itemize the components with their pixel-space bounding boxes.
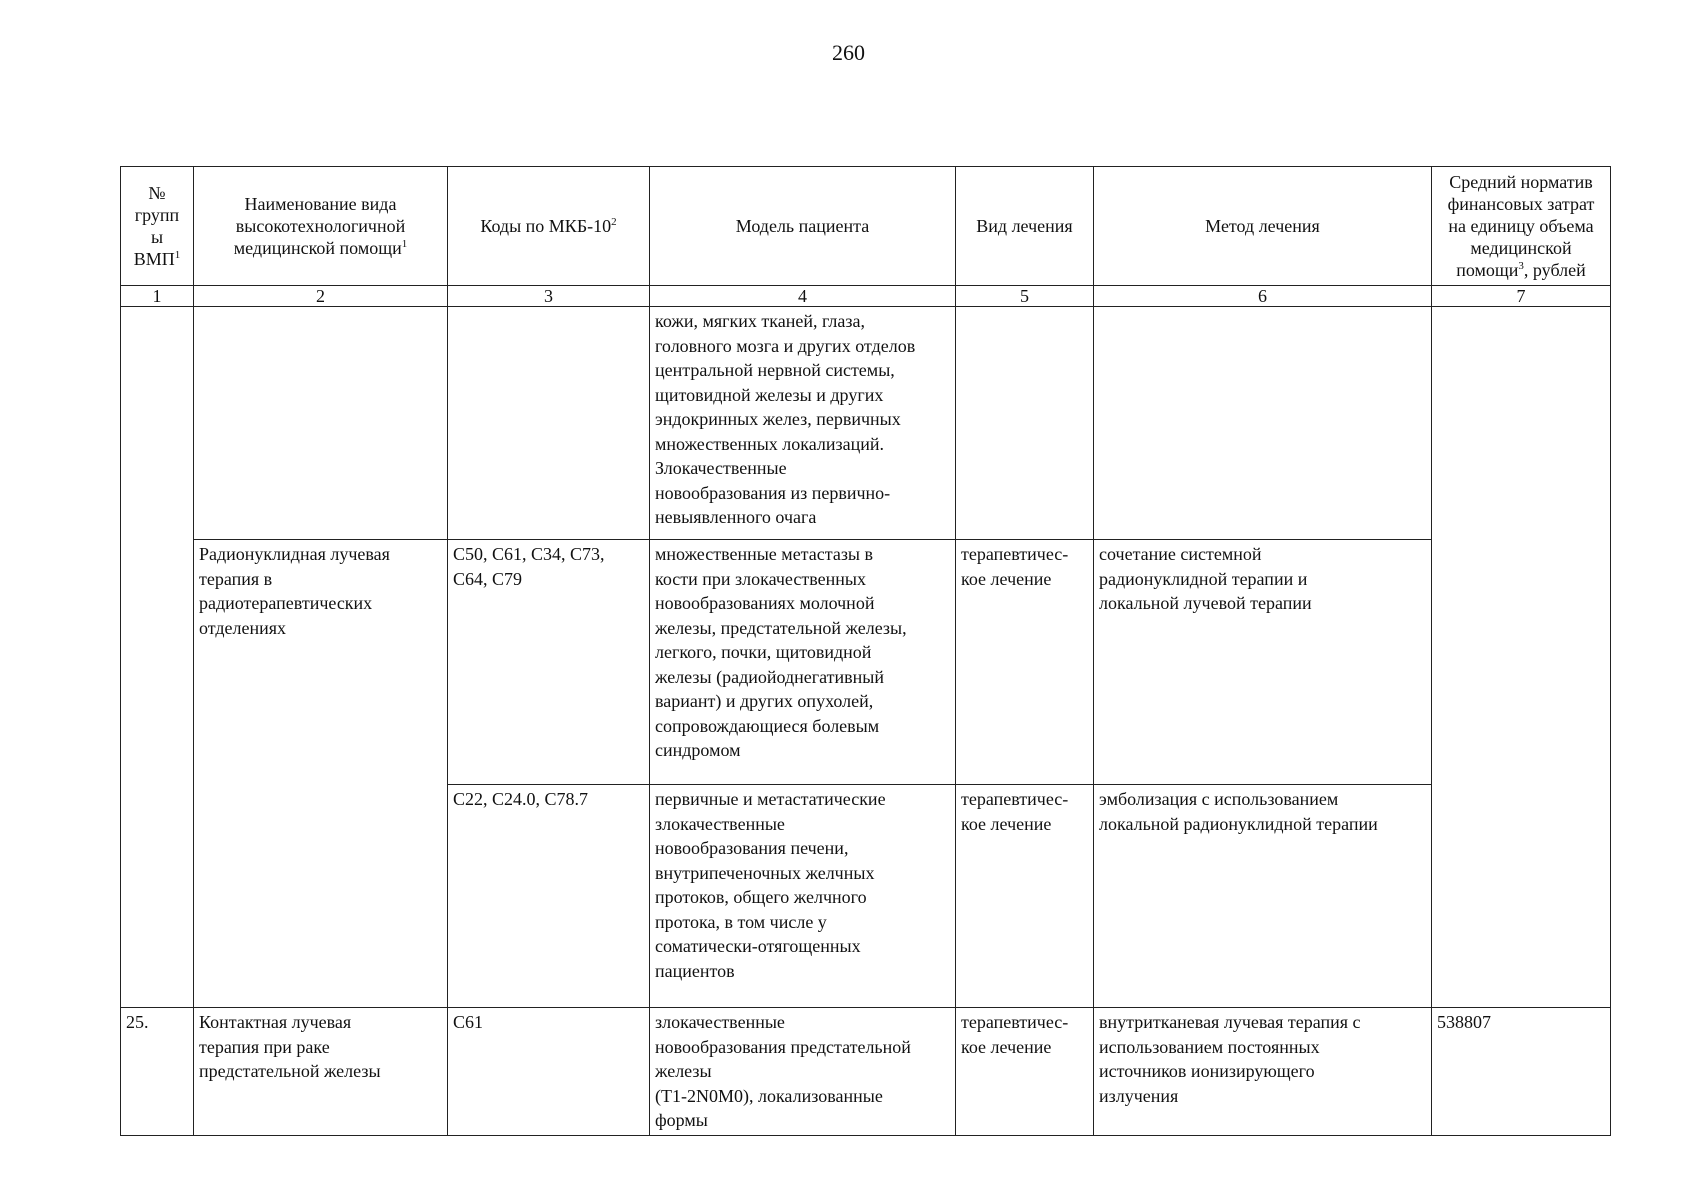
text-line: внутрипеченочных желчных xyxy=(655,862,875,883)
header-cost xyxy=(1432,167,1611,286)
text-line: эндокринных желез, первичных xyxy=(655,409,901,429)
text-line: железы (радиойоднегативный xyxy=(655,666,885,687)
text-line: соматически-отягощенных xyxy=(655,936,861,956)
text-line: множественных локализаций. xyxy=(655,433,885,454)
footnote-mark: 1 xyxy=(401,238,408,250)
cost-cell: 538807 xyxy=(1432,1008,1611,1136)
header-cost-line: , рублей xyxy=(1523,260,1586,280)
text-line: эмболизация с использованием xyxy=(1099,789,1339,809)
header-cost-line: Средний норматив xyxy=(1449,172,1593,192)
column-number-row xyxy=(121,286,1611,307)
header-cost-line: медицинской xyxy=(1470,238,1572,258)
vmp-table xyxy=(120,166,1611,1136)
treatment-type-cell xyxy=(956,1008,1094,1136)
text-line: использованием постоянных xyxy=(1099,1036,1320,1057)
text-line: C22, C24.0, C78.7 xyxy=(453,789,589,809)
table-row xyxy=(121,1008,1611,1136)
text-line: (T1-2N0M0), локализованные xyxy=(655,1085,883,1106)
text-line: вариант) и других опухолей, xyxy=(655,691,874,711)
treatment-type-cell xyxy=(956,307,1094,540)
page-number: 260 xyxy=(832,40,865,65)
text-line: легкого, почки, щитовидной xyxy=(655,642,872,662)
footnote-mark: 2 xyxy=(611,216,617,228)
text-line: предстательной железы xyxy=(199,1061,381,1081)
header-cost-line: финансовых затрат xyxy=(1447,194,1595,214)
text-line: новообразования из первично- xyxy=(655,482,891,503)
method-cell xyxy=(1094,540,1432,785)
text-line: терапевтичес- xyxy=(961,544,1069,564)
text-line: новообразования предстательной xyxy=(655,1036,911,1057)
header-group-no-line: № xyxy=(148,183,166,203)
codes-cell xyxy=(448,1008,650,1136)
text-line: локальной радионуклидной терапии xyxy=(1099,813,1378,834)
text-line: пациентов xyxy=(655,960,735,981)
header-patient-model: Модель пациента xyxy=(650,167,956,286)
service-name-cell xyxy=(194,785,448,1008)
patient-model-cell xyxy=(650,785,956,1008)
header-codes-text: Коды по МКБ-10 xyxy=(480,216,612,236)
text-line: железы xyxy=(655,1061,712,1081)
header-service-name-line: Наименование вида xyxy=(244,194,397,214)
header-group-no xyxy=(121,167,194,286)
column-number: 5 xyxy=(956,286,1094,307)
treatment-type-cell xyxy=(956,540,1094,785)
method-cell xyxy=(1094,1008,1432,1136)
header-row xyxy=(121,167,1611,286)
footnote-mark: 3 xyxy=(1518,260,1524,272)
method-cell xyxy=(1094,307,1432,540)
service-name-cell xyxy=(194,540,448,785)
text-line: новообразованиях молочной xyxy=(655,593,875,613)
text-line: невыявленного очага xyxy=(655,507,817,527)
header-cost-line: на единицу объема xyxy=(1448,216,1594,236)
column-number: 1 xyxy=(121,286,194,307)
text-line: протока, в том числе у xyxy=(655,911,827,932)
header-cost-line: помощи xyxy=(1456,260,1519,280)
column-number: 3 xyxy=(448,286,650,307)
text-line: локальной лучевой терапии xyxy=(1099,593,1312,613)
text-line: C50, C61, C34, C73, xyxy=(453,544,605,564)
text-line: злокачественные xyxy=(655,1012,785,1032)
header-service-name-line: высокотехнологичной xyxy=(235,216,406,236)
header-group-no-line: ВМП xyxy=(133,249,175,269)
text-line: новообразования печени, xyxy=(655,838,849,858)
service-name-cell xyxy=(194,307,448,540)
header-service-name-line: медицинской помощи xyxy=(233,238,402,258)
column-number: 6 xyxy=(1094,286,1432,307)
text-line: железы, предстательной железы, xyxy=(655,617,907,638)
text-line: протоков, общего желчного xyxy=(655,887,867,907)
text-line: щитовидной железы и других xyxy=(655,384,884,405)
text-line: C64, C79 xyxy=(453,568,523,589)
group-no-cell: 25. xyxy=(121,1008,194,1136)
text-line: кости при злокачественных xyxy=(655,568,866,589)
text-line: злокачественные xyxy=(655,813,785,834)
text-line: кожи, мягких тканей, глаза, xyxy=(655,311,866,331)
header-codes xyxy=(448,167,650,286)
text-line: множественные метастазы в xyxy=(655,544,874,564)
codes-cell xyxy=(448,785,650,1008)
text-line: излучения xyxy=(1099,1085,1179,1106)
method-cell xyxy=(1094,785,1432,1008)
header-method: Метод лечения xyxy=(1094,167,1432,286)
header-group-no-line: групп xyxy=(134,205,180,225)
service-name-cell xyxy=(194,1008,448,1136)
text-line: терапевтичес- xyxy=(961,789,1069,809)
text-line: сопровождающиеся болевым xyxy=(655,715,880,736)
text-line: формы xyxy=(655,1110,708,1130)
text-line: терапия в xyxy=(199,568,273,589)
text-line: центральной нервной системы, xyxy=(655,360,895,380)
text-line: сочетание системной xyxy=(1099,544,1262,564)
header-service-name xyxy=(194,167,448,286)
text-line: радионуклидной терапии и xyxy=(1099,568,1308,589)
text-line: кое лечение xyxy=(961,1036,1052,1057)
text-line: терапевтичес- xyxy=(961,1012,1069,1032)
column-number: 7 xyxy=(1432,286,1611,307)
patient-model-cell xyxy=(650,540,956,785)
text-line: Злокачественные xyxy=(655,458,787,478)
cost-cell xyxy=(1432,307,1611,540)
text-line: первичные и метастатические xyxy=(655,789,886,809)
patient-model-cell xyxy=(650,307,956,540)
cost-cell xyxy=(1432,540,1611,785)
text-line: отделениях xyxy=(199,617,287,638)
text-line: головного мозга и других отделов xyxy=(655,335,916,356)
treatment-type-cell xyxy=(956,785,1094,1008)
text-line: C61 xyxy=(453,1012,484,1032)
text-line: кое лечение xyxy=(961,568,1052,589)
table-row xyxy=(121,785,1611,1008)
text-line: источников ионизирующего xyxy=(1099,1061,1315,1081)
footnote-mark: 1 xyxy=(174,249,181,261)
text-line: кое лечение xyxy=(961,813,1052,834)
text-line: синдромом xyxy=(655,740,741,760)
column-number: 2 xyxy=(194,286,448,307)
text-line: Радионуклидная лучевая xyxy=(199,544,390,564)
column-number: 4 xyxy=(650,286,956,307)
text-line: внутритканевая лучевая терапия с xyxy=(1099,1012,1361,1032)
patient-model-cell xyxy=(650,1008,956,1136)
text-line: терапия при раке xyxy=(199,1036,330,1057)
group-no-cell xyxy=(121,307,194,540)
header-treatment-type: Вид лечения xyxy=(956,167,1094,286)
text-line: радиотерапевтических xyxy=(199,593,373,613)
table-row xyxy=(121,540,1611,785)
cost-cell xyxy=(1432,785,1611,1008)
text-line: Контактная лучевая xyxy=(199,1012,352,1032)
codes-cell xyxy=(448,307,650,540)
codes-cell xyxy=(448,540,650,785)
header-group-no-line: ы xyxy=(150,227,164,247)
group-no-cell xyxy=(121,785,194,1008)
table-row xyxy=(121,307,1611,540)
group-no-cell xyxy=(121,540,194,785)
